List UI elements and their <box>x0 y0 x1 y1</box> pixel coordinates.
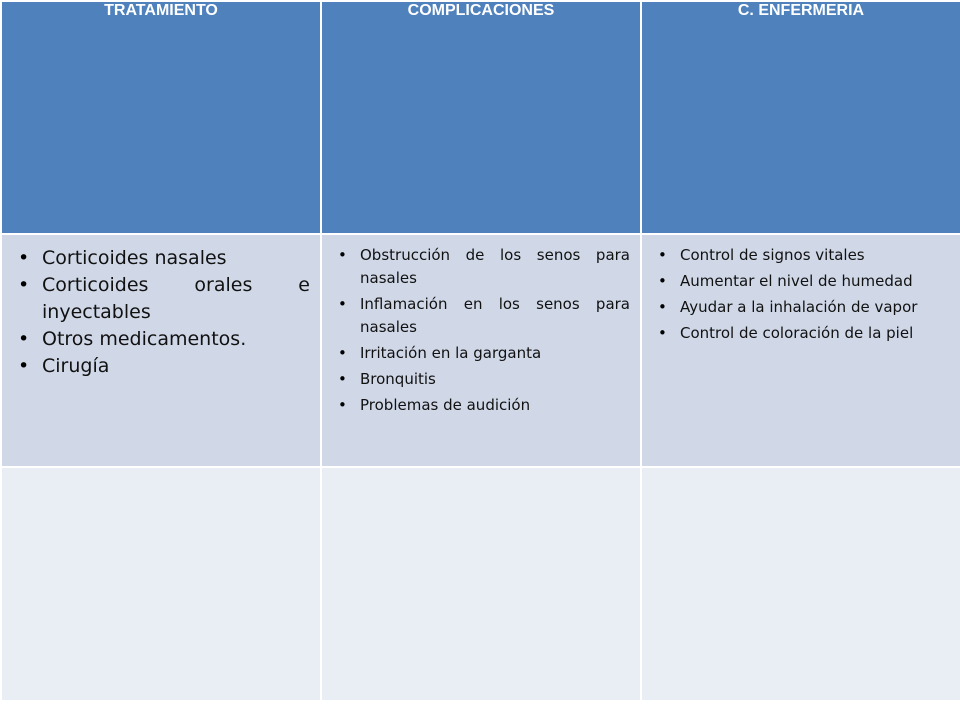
list-item: • Inflamación en los senos para nasales <box>360 293 630 339</box>
header-complicaciones: COMPLICACIONES <box>321 1 641 234</box>
enfermeria-list <box>642 235 960 345</box>
empty-cell-2 <box>321 467 641 701</box>
header-row <box>1 1 960 234</box>
list-item: • Problemas de audición <box>360 394 630 417</box>
list-item: • Ayudar a la inhalación de vapor <box>680 296 950 319</box>
cell-enfermeria <box>641 234 960 467</box>
empty-cell-1 <box>1 467 321 701</box>
list-item: • Control de signos vitales <box>680 244 950 267</box>
header-enfermeria: C. ENFERMERIA <box>641 1 960 234</box>
tratamiento-list <box>2 235 320 380</box>
complicaciones-list <box>322 235 640 417</box>
list-item: • Cirugía <box>42 353 310 380</box>
list-item: • Aumentar el nivel de humedad <box>680 270 950 293</box>
header-tratamiento: TRATAMIENTO <box>1 1 321 234</box>
list-item: • Irritación en la garganta <box>360 342 630 365</box>
list-item: • Otros medicamentos. <box>42 326 310 353</box>
empty-cell-3 <box>641 467 960 701</box>
list-item: • Bronquitis <box>360 368 630 391</box>
cell-complicaciones <box>321 234 641 467</box>
empty-row <box>1 467 960 701</box>
cell-tratamiento <box>1 234 321 467</box>
content-row <box>1 234 960 467</box>
list-item: • Corticoides nasales <box>42 245 310 272</box>
list-item: • Corticoides orales e inyectables <box>42 272 310 326</box>
list-item: • Obstrucción de los senos para nasales <box>360 244 630 290</box>
list-item: • Control de coloración de la piel <box>680 322 950 345</box>
